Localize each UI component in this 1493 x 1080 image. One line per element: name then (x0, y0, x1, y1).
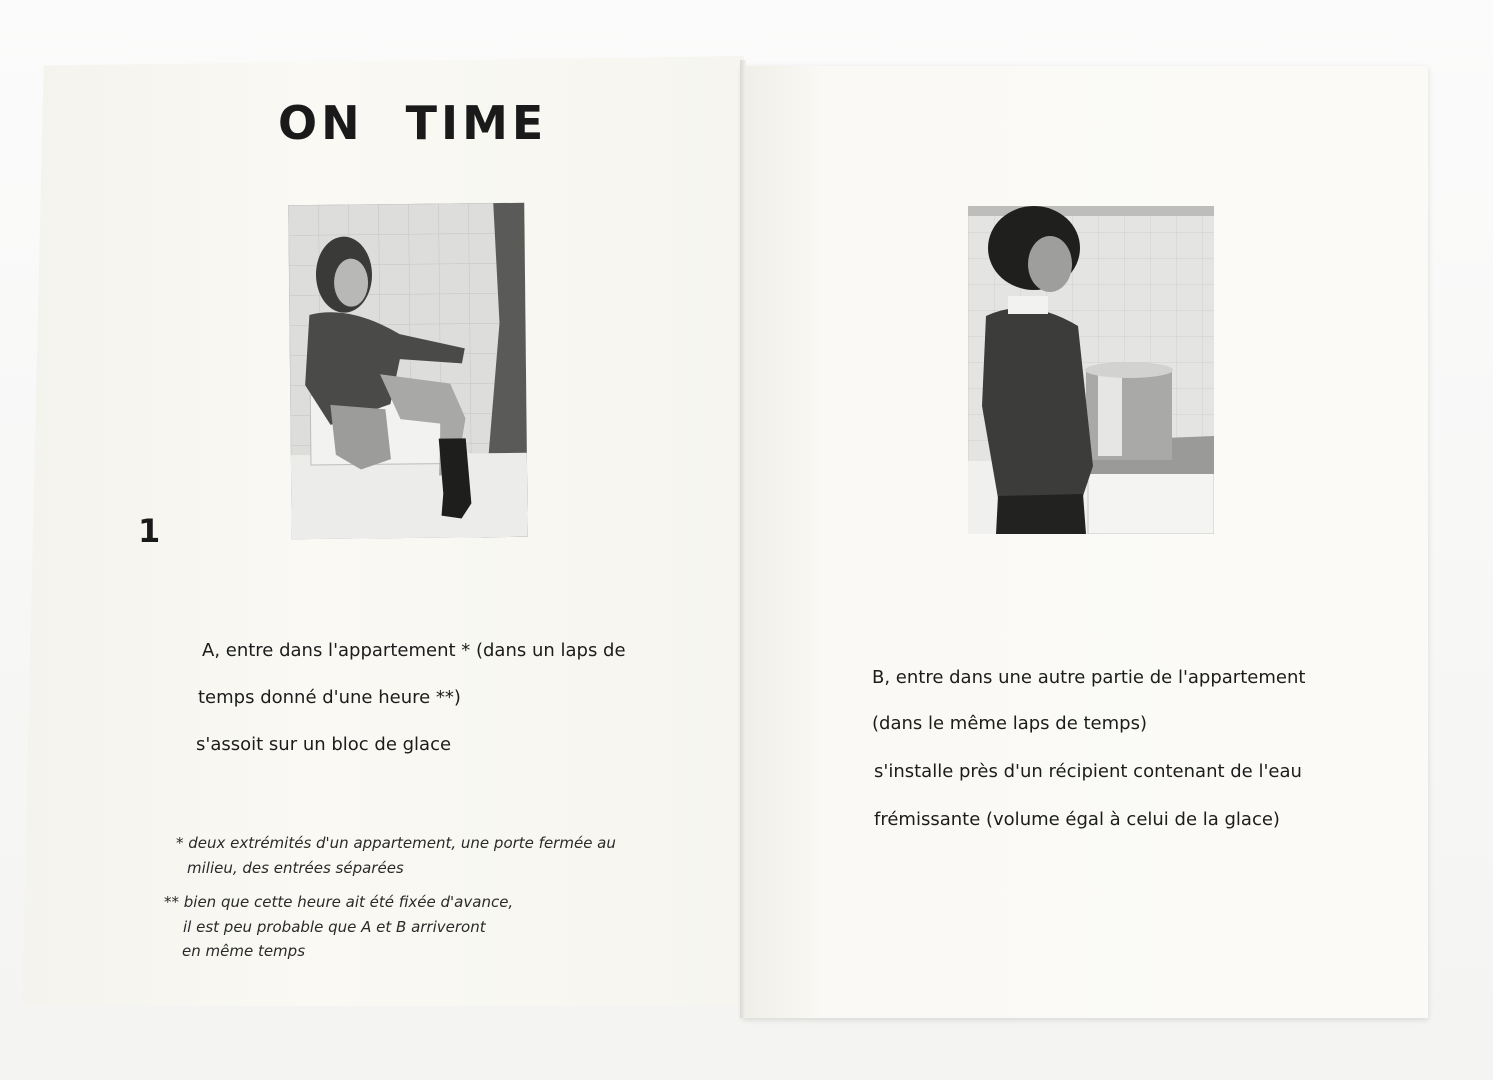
footnote-line-2: milieu, des entrées séparées (187, 859, 404, 877)
body-line-3: s'assoit sur un bloc de glace (196, 734, 452, 755)
right-body-line-2: (dans le même laps de temps) (872, 713, 1147, 734)
footnote-line-4: il est peu probable que A et B arriveront (183, 918, 486, 936)
right-body-line-1: B, entre dans une autre partie de l'appartement (872, 667, 1306, 688)
right-body-line-4: frémissante (volume égal à celui de la glace) (874, 809, 1280, 830)
footnote-line-3: ** bien que cette heure ait été fixée d'avance, (164, 893, 514, 911)
woman-sitting-on-ice-photo (288, 203, 527, 539)
booklet-gutter (740, 60, 746, 1018)
woman-standing-by-pot-photo (968, 206, 1214, 534)
footnote-line-5: en même temps (182, 942, 306, 960)
page-number: 1 (138, 512, 161, 550)
body-line-1: A, entre dans l'appartement * (dans un laps de (202, 640, 626, 661)
right-body-line-3: s'installe près d'un récipient contenant de l'eau (874, 761, 1302, 782)
body-line-2: temps donné d'une heure **) (198, 687, 461, 708)
page-title: ON TIME (278, 96, 548, 150)
footnote-line-1: * deux extrémités d'un appartement, une porte fermée au (176, 834, 616, 852)
